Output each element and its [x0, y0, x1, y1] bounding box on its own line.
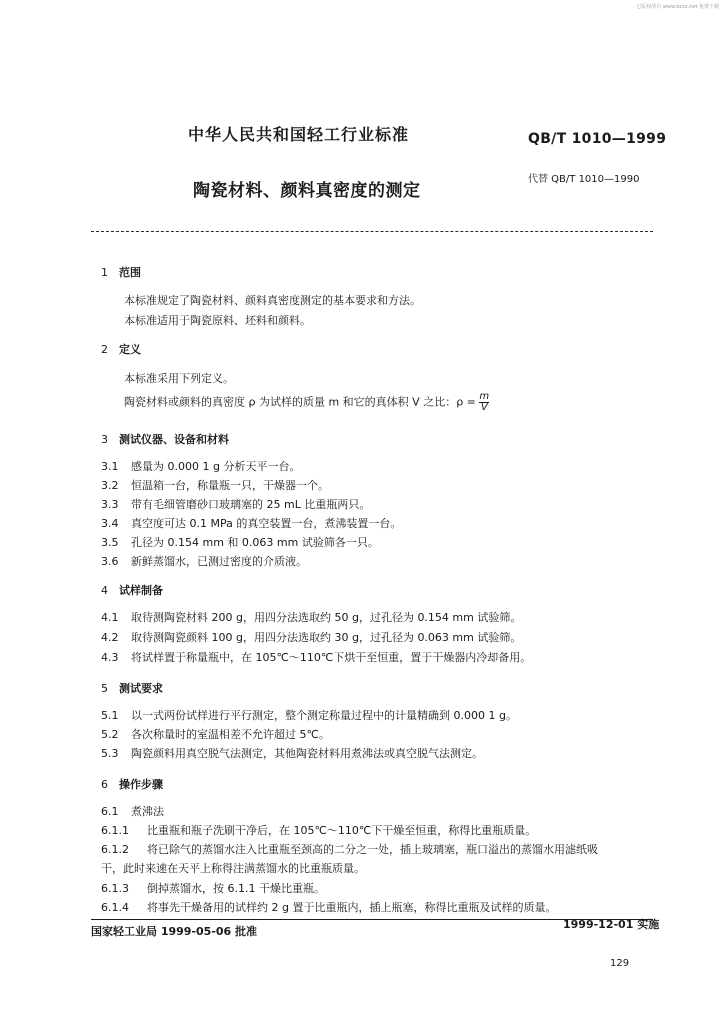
clause-6-1-2-continued [101, 860, 365, 876]
clause-text: 煮沸法 [131, 805, 164, 818]
clause-number: 4.1 [101, 611, 119, 624]
clause-number: 3.3 [101, 498, 119, 511]
subsection-6-1 [101, 803, 164, 819]
clause-6-1-3 [101, 880, 325, 896]
clause-text: 真空度可达 0.1 MPa 的真空装置一台，煮沸装置一台。 [131, 517, 402, 530]
top-note: 已版权所有 www.bzxz.net 免费下载 [636, 4, 719, 10]
clause-4-1 [101, 609, 521, 625]
section-1-para-2: 本标准适用于陶瓷原料、坯料和颜料。 [124, 314, 311, 327]
section-4-heading [101, 582, 163, 598]
section-2-para-1: 本标准采用下列定义。 [124, 372, 234, 385]
clause-number: 3.4 [101, 517, 119, 530]
fraction-denominator: V [480, 402, 488, 413]
section-number: 3 [101, 433, 108, 446]
clause-6-1-2 [101, 841, 598, 857]
section-title: 定义 [119, 343, 141, 356]
clause-number: 3.1 [101, 460, 119, 473]
clause-3-5 [101, 534, 379, 550]
section-1-para-1: 本标准规定了陶瓷材料、颜料真密度测定的基本要求和方法。 [124, 294, 421, 307]
clause-text: 恒温箱一台，称量瓶一只，干燥器一个。 [131, 479, 329, 492]
clause-5-2 [101, 726, 330, 742]
clause-number: 3.6 [101, 555, 119, 568]
clause-3-6 [101, 553, 307, 569]
clause-number: 3.2 [101, 479, 119, 492]
standard-code: QB/T 1010—1999 [528, 131, 667, 147]
clause-text: 将已除气的蒸馏水注入比重瓶至颈高的二分之一处，插上玻璃塞，瓶口溢出的蒸馏水用滤纸吸 [147, 843, 598, 856]
clause-number: 5.2 [101, 728, 119, 741]
implementation-date: 1999-12-01 实施 [563, 918, 660, 931]
clause-number: 6.1.4 [101, 901, 129, 914]
clause-5-1 [101, 707, 517, 723]
section-title: 测试仪器、设备和材料 [119, 433, 229, 446]
replaces-code: 代替 QB/T 1010—1990 [528, 174, 640, 185]
section-title: 范围 [119, 266, 141, 279]
section-title: 操作步骤 [119, 778, 163, 791]
clause-text: 取待测陶瓷材料 200 g，用四分法选取约 50 g，过孔径为 0.154 mm 试验筛。 [131, 611, 522, 624]
clause-3-4 [101, 515, 401, 531]
clause-text: 新鲜蒸馏水，已测过密度的介质液。 [131, 555, 307, 568]
clause-text: 感量为 0.000 1 g 分析天平一台。 [131, 460, 301, 473]
clause-3-3 [101, 496, 370, 512]
approval-info: 国家轻工业局 1999-05-06 批准 [91, 925, 258, 938]
clause-text: 各次称量时的室温相差不允许超过 5℃。 [131, 728, 330, 741]
clause-number: 3.5 [101, 536, 119, 549]
clause-4-3 [101, 649, 531, 665]
clause-3-2 [101, 477, 329, 493]
section-6-heading [101, 776, 163, 792]
section-5-heading [101, 680, 163, 696]
clause-number: 6.1.2 [101, 843, 129, 856]
clause-text: 带有毛细管磨砂口玻璃塞的 25 mL 比重瓶两只。 [131, 498, 371, 511]
standard-org: 中华人民共和国轻工行业标准 [188, 125, 410, 144]
clause-text: 陶瓷颜料用真空脱气法测定，其他陶瓷材料用煮沸法或真空脱气法测定。 [131, 747, 483, 760]
clause-6-1-1 [101, 822, 536, 838]
fraction-numerator: m [479, 391, 490, 402]
section-number: 5 [101, 682, 108, 695]
section-number: 4 [101, 584, 108, 597]
clause-text: 将试样置于称量瓶中，在 105℃～110℃下烘干至恒重，置于干燥器内冷却备用。 [131, 651, 532, 664]
clause-number: 6.1.1 [101, 824, 129, 837]
clause-5-3 [101, 745, 483, 761]
clause-text: 倒掉蒸馏水，按 6.1.1 干燥比重瓶。 [147, 882, 325, 895]
section-number: 2 [101, 343, 108, 356]
clause-text: 以一式两份试样进行平行测定，整个测定称量过程中的计量精确到 0.000 1 g。 [131, 709, 517, 722]
clause-4-2 [101, 629, 521, 645]
section-1-heading [101, 264, 141, 280]
section-3-heading [101, 431, 229, 447]
clause-6-1-4 [101, 899, 556, 915]
clause-number: 4.2 [101, 631, 119, 644]
clause-number: 6.1.3 [101, 882, 129, 895]
section-number: 1 [101, 266, 108, 279]
section-2-definition [124, 392, 489, 413]
section-2-heading [101, 341, 141, 357]
definition-text: 陶瓷材料或颜料的真密度 ρ 为试样的质量 m 和它的真体积 V 之比：ρ = [124, 395, 476, 409]
clause-text: 将事先干燥备用的试样约 2 g 置于比重瓶内，插上瓶塞，称得比重瓶及试样的质量。 [147, 901, 557, 914]
clause-text: 比重瓶和瓶子洗刷干净后，在 105℃～110℃下干燥至恒重，称得比重瓶质量。 [147, 824, 537, 837]
section-title: 试样制备 [119, 584, 163, 597]
clause-text: 取待测陶瓷颜料 100 g，用四分法选取约 30 g，过孔径为 0.063 mm 试验筛。 [131, 631, 522, 644]
density-fraction [479, 392, 489, 413]
clause-3-1 [101, 458, 300, 474]
header-divider [91, 231, 653, 232]
clause-number: 6.1 [101, 805, 119, 818]
clause-number: 5.3 [101, 747, 119, 760]
clause-number: 4.3 [101, 651, 119, 664]
section-title: 测试要求 [119, 682, 163, 695]
clause-text: 干，此时来速在天平上称得注满蒸馏水的比重瓶质量。 [101, 862, 365, 875]
clause-number: 5.1 [101, 709, 119, 722]
document-title: 陶瓷材料、颜料真密度的测定 [193, 181, 421, 201]
clause-text: 孔径为 0.154 mm 和 0.063 mm 试验筛各一只。 [131, 536, 379, 549]
page-number: 129 [610, 958, 630, 969]
section-number: 6 [101, 778, 108, 791]
